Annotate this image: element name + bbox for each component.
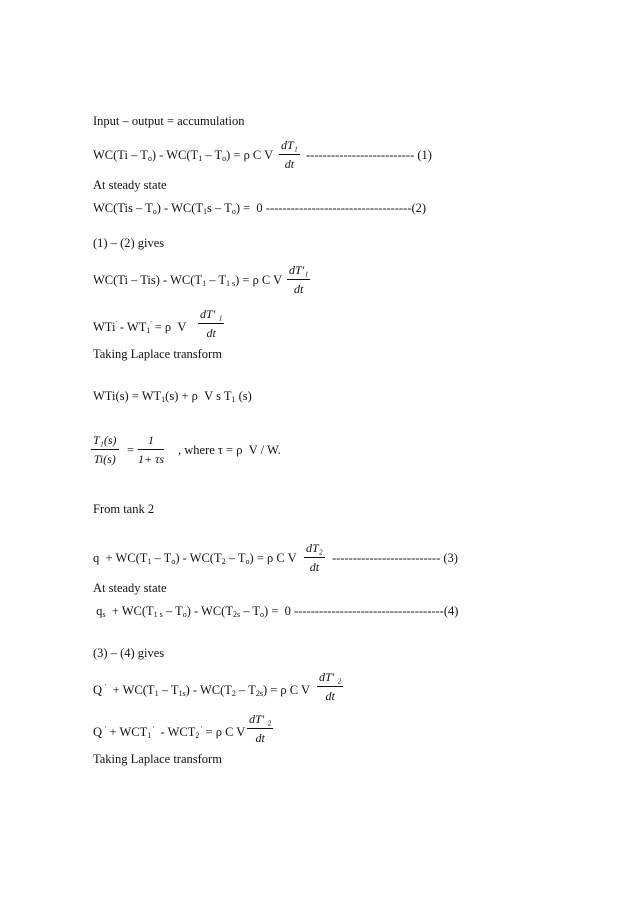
equation-deviation-2: Q $' + WCT_1$ $' - WCT_2$ ' = ρ C V bbox=[93, 725, 246, 740]
fraction-dT2prime-dt: $\frac{\text{dT' ₂}}{dt}$ bbox=[319, 670, 342, 703]
text-line: Taking Laplace transform bbox=[93, 752, 222, 766]
fraction-dT2-dt: $\frac{\text{dT₂}}{dt}$ bbox=[306, 541, 323, 574]
text-line: (3) – (4) gives bbox=[93, 646, 165, 660]
text-line: (1) – (2) gives bbox=[93, 236, 165, 250]
equation-laplace: $WTi(s) = WT_1(s) + \rho$ V s $T_1$ (s) bbox=[93, 389, 252, 404]
text-line: Taking Laplace transform bbox=[93, 347, 222, 361]
fraction-one-over-tau: $\frac{1}{1+ \tau s}$ bbox=[138, 433, 165, 466]
equation-1: $WC(Ti - T_o) - WC(T_1 - T_o) = \rho$ C V bbox=[93, 148, 274, 163]
text-where-tau: , where τ = ρ V / W. bbox=[178, 443, 281, 457]
text-line: At steady state bbox=[93, 178, 167, 192]
equation-difference: $WC(Ti - Tis) - WC(T_1 - T_{1 s}) = \rho$ C V bbox=[93, 273, 283, 288]
text-line: Input – output = accumulation bbox=[93, 114, 245, 128]
equation-4: $q_s + WC(T_{1 s} - T_o) - WC(T_{2s} - T_o) = 0$ ------------------------------------(4) bbox=[93, 604, 459, 619]
text-line: At steady state bbox=[93, 581, 167, 595]
equation-1-label: -------------------------- (1) bbox=[306, 148, 432, 162]
fraction-dT1-dt: $\frac{\text{dT₁}}{dt}$ bbox=[281, 138, 298, 171]
equation-difference-2: Q $' + WC(T_1 - T_{1s}) - WC(T_2 - T_{2s}) = \rho$ C V bbox=[93, 683, 311, 698]
equation-2: $WC(Tis - T_o) - WC(T_1s - T_o) = 0$ -----------------------------------(2) bbox=[93, 201, 427, 216]
section-heading: From tank 2 bbox=[93, 502, 155, 516]
fraction-dT1prime-dt: $\frac{\text{dT' ₁}}{dt}$ bbox=[200, 307, 223, 340]
fraction-dT2prime-dt: $\frac{\text{dT' ₂}}{dt}$ bbox=[249, 712, 272, 745]
equals-sign: = bbox=[127, 443, 135, 457]
fraction-transfer-function: $\frac{\text{T₁(s)}}{Ti(s)}$ bbox=[93, 433, 117, 466]
equation-3: $q + WC(T_1 - T_o) - WC(T_2 - T_o) = \rho$ C V bbox=[93, 551, 297, 566]
fraction-dT1prime-dt: $\frac{\text{dT'₁}}{dt}$ bbox=[289, 263, 309, 296]
equation-3-label: -------------------------- (3) bbox=[332, 551, 458, 565]
equation-deviation: $WTi' - WT_1' = \rho$ V bbox=[93, 320, 187, 335]
